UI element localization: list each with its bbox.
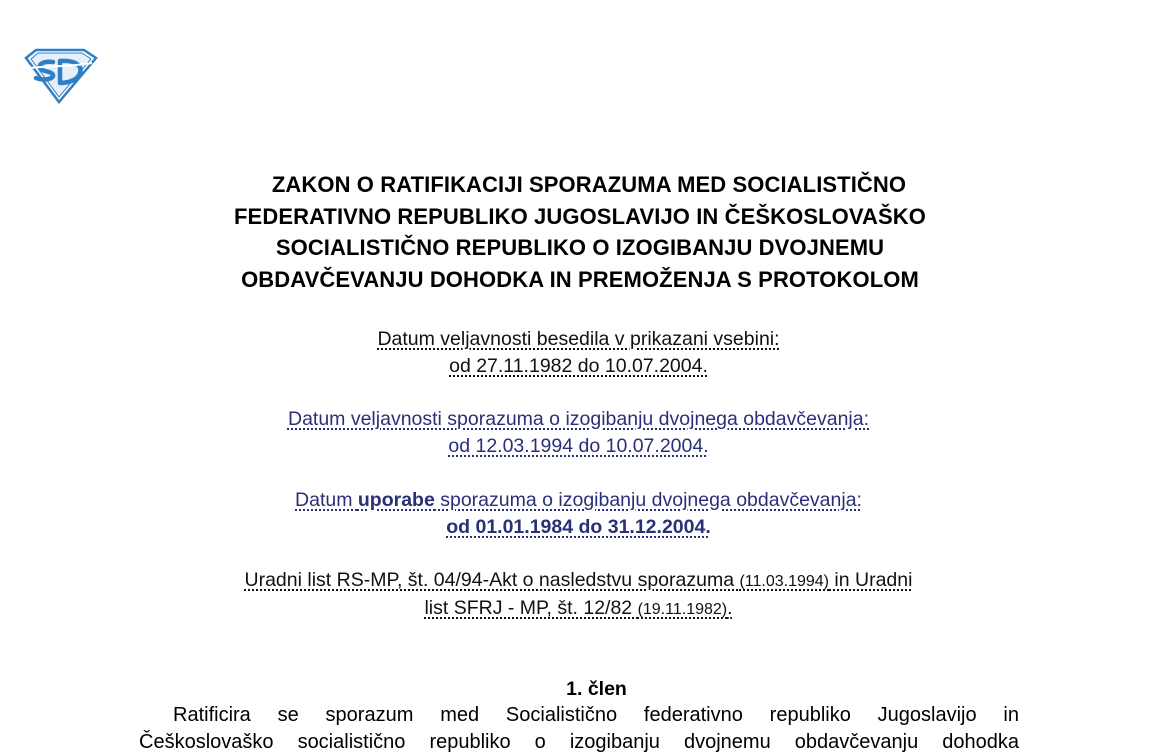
agreement-validity-label[interactable]: Datum veljavnosti sporazuma o izogibanju dvojnega obdavčevanja: <box>287 408 870 430</box>
text-validity-range[interactable]: od 27.11.1982 do 10.07.2004. <box>449 355 708 377</box>
gazette-reference[interactable]: Uradni list RS-MP, št. 04/94-Akt o nasledstvu sporazuma (11.03.1994) in Uradni list SFRJ - MP, št. 12/82 (19.11.1982). <box>244 569 913 619</box>
text-validity-label[interactable]: Datum veljavnosti besedila v prikazani vsebini: <box>377 328 780 350</box>
agreement-validity-block <box>0 406 1157 460</box>
sd-logo-icon <box>22 48 98 104</box>
application-block <box>0 487 1157 541</box>
agreement-validity-range[interactable]: od 12.03.1994 do 10.07.2004. <box>448 435 709 457</box>
title-line: FEDERATIVNO REPUBLIKO JUGOSLAVIJO IN ČEŠKOSLOVAŠKO <box>234 203 926 229</box>
title-line: SOCIALISTIČNO REPUBLIKO O IZOGIBANJU DVOJNEMU <box>275 235 885 260</box>
title-line: OBDAVČEVANJU DOHODKA IN PREMOŽENJA S PROTOKOLOM <box>241 266 919 292</box>
article-heading: 1. člen <box>566 678 627 700</box>
text-validity-block <box>0 326 1157 380</box>
article-text: Ratificira se sporazum med Socialistično federativno republiko Jugoslavijo in Češkoslovaško socialistično republiko o izogibanju dvojnemu obdavčevanju dohodka <box>139 704 1019 753</box>
title-line: ZAKON O RATIFIKACIJI SPORAZUMA MED SOCIALISTIČNO <box>271 172 907 197</box>
application-range[interactable]: od 01.01.1984 do 31.12.2004. <box>446 516 711 538</box>
application-label[interactable]: Datum uporabe sporazuma o izogibanju dvojnega obdavčevanja: <box>295 489 862 511</box>
document-title <box>130 169 1030 295</box>
